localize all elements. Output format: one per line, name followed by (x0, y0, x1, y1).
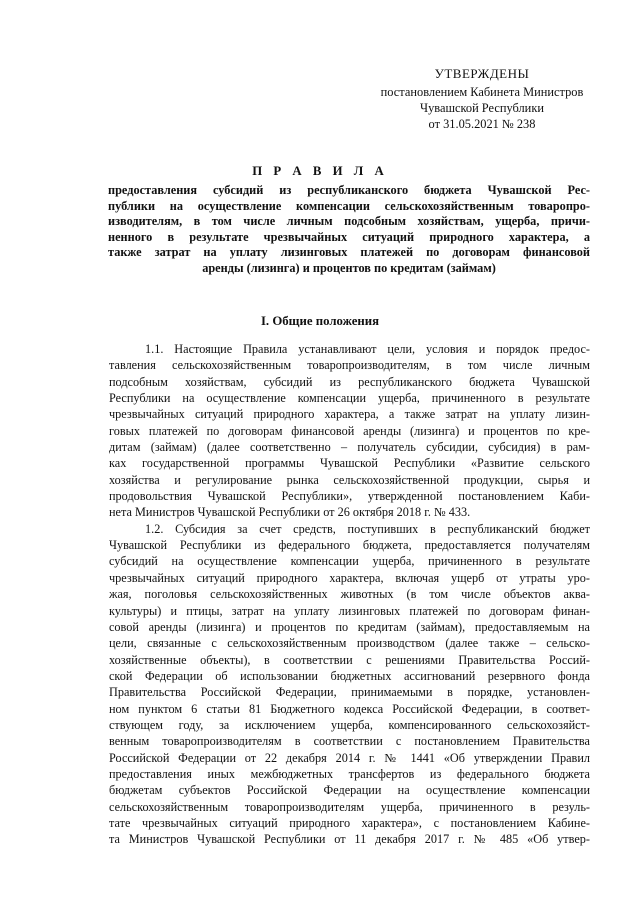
approval-block (362, 66, 602, 132)
paragraph-line: чрезвычайных ситуаций природного характера, а также затрат на уплату лизин- (109, 407, 590, 422)
body-text (109, 341, 590, 848)
subtitle-line: изводителям, в том числе личным подсобным хозяйствам, ущерба, причи- (108, 214, 590, 229)
section-heading: I. Общие положения (260, 314, 380, 328)
paragraph-line: субсидий на осуществление компенсации ущерба, причиненного в результате (109, 554, 590, 569)
paragraph-1-1 (109, 341, 590, 521)
paragraph-line: говых платежей по договорам финансовой аренды (лизинга) и процентов по кре- (109, 423, 590, 438)
paragraph-line: дитам (займам) (далее соответственно – получатель субсидии, субсидия) в рам- (109, 440, 590, 455)
paragraph-line: совой аренды (лизинга) и процентов по кредитам (займам), предоставляемым на (109, 619, 590, 634)
paragraph-line: культуры) и птицы, затрат на уплату лизинговых платежей по договорам финан- (109, 603, 590, 618)
paragraph-line: ном пунктом 6 статьи 81 Бюджетного кодекса Российской Федерации, в соответ- (109, 701, 590, 716)
paragraph-line: бюджетам субъектов Российской Федерации на осуществление компенсации (109, 783, 590, 798)
paragraph-line: хозяйства и регулирование рынка сельскохозяйственной продукции, сырья и (109, 472, 590, 487)
paragraph-line: 1.1. Настоящие Правила устанавливают цели, условия и порядок предос- (145, 342, 590, 356)
paragraph-line: чрезвычайных ситуаций природного характера, включая ущерб от утраты уро- (109, 570, 590, 585)
paragraph-line: Чувашской Республики из федерального бюджета, предоставляется получателям (109, 538, 590, 553)
paragraph-line: ках государственной программы Чувашской Республики «Развитие сельского (109, 456, 590, 471)
paragraph-1-2 (109, 521, 590, 848)
subtitle-line: ненного в результате чрезвычайных ситуаций природного характера, а (108, 229, 590, 244)
paragraph-line: Российской Федерации от 22 декабря 2014 г. № 1441 «Об утверждении Правил (109, 750, 590, 765)
paragraph-line: 1.2. Субсидия за счет средств, поступивших в республиканский бюджет (145, 521, 590, 536)
paragraph-line: подсобным хозяйствам, субсидий из республиканского бюджета Чувашской (109, 374, 590, 389)
paragraph-line: Республики на осуществление компенсации ущерба, причиненного в результате (109, 391, 590, 406)
paragraph-line: нета Министров Чувашской Республики от 26 октября 2018 г. № 433. (109, 505, 471, 520)
subtitle-line: публики на осуществление компенсации сельскохозяйственным товаропро- (108, 198, 590, 213)
subtitle-line: также затрат на уплату лизинговых платежей по договорам финансовой (108, 245, 590, 260)
paragraph-line: предоставления иных межбюджетных трансфертов из федерального бюджета (109, 766, 590, 781)
paragraph-line: тавления сельскохозяйственным товаропроизводителям, в том числе личным (109, 358, 590, 373)
approval-line-3: от 31.05.2021 № 238 (428, 117, 536, 131)
document-subtitle (108, 183, 590, 277)
paragraph-line: та Министров Чувашской Республики от 11 декабря 2017 г. № 485 «Об утвер- (109, 832, 590, 847)
paragraph-line: ствующем году, за исключением ущерба, компенсированного сельскохозяйст- (109, 717, 590, 732)
approval-line-2: Чувашской Республики (420, 101, 544, 115)
paragraph-line: продовольствия Чувашской Республики», утвержденной постановлением Каби- (109, 489, 590, 504)
paragraph-line: жая, поголовья сельскохозяйственных животных (в том числе объектов аква- (109, 587, 590, 602)
paragraph-line: венным товаропроизводителям в соответствии с постановлением Правительства (109, 734, 590, 749)
approval-line-1: постановлением Кабинета Министров (380, 85, 584, 99)
paragraph-line: Правительства Российской Федерации, принимаемыми в порядке, установлен- (109, 685, 590, 700)
subtitle-line: предоставления субсидий из республиканского бюджета Чувашской Рес- (108, 183, 590, 197)
paragraph-line: хозяйственные объекты), в соответствии с решениями Правительства Россий- (109, 652, 590, 667)
paragraph-line: тате чрезвычайных ситуаций природного характера», с постановлением Кабине- (109, 815, 590, 830)
paragraph-line: ской Федерации об использовании бюджетных ассигнований резервного фонда (109, 668, 590, 683)
subtitle-line: аренды (лизинга) и процентов по кредитам (займам) (202, 260, 496, 275)
document-title: П Р А В И Л А (252, 164, 388, 178)
approval-stamp: УТВЕРЖДЕНЫ (434, 66, 530, 81)
paragraph-line: сельскохозяйственным товаропроизводителям ущерба, причиненного в резуль- (109, 799, 590, 814)
paragraph-line: цели, связанные с сельскохозяйственным производством (далее также – сельско- (109, 636, 590, 651)
